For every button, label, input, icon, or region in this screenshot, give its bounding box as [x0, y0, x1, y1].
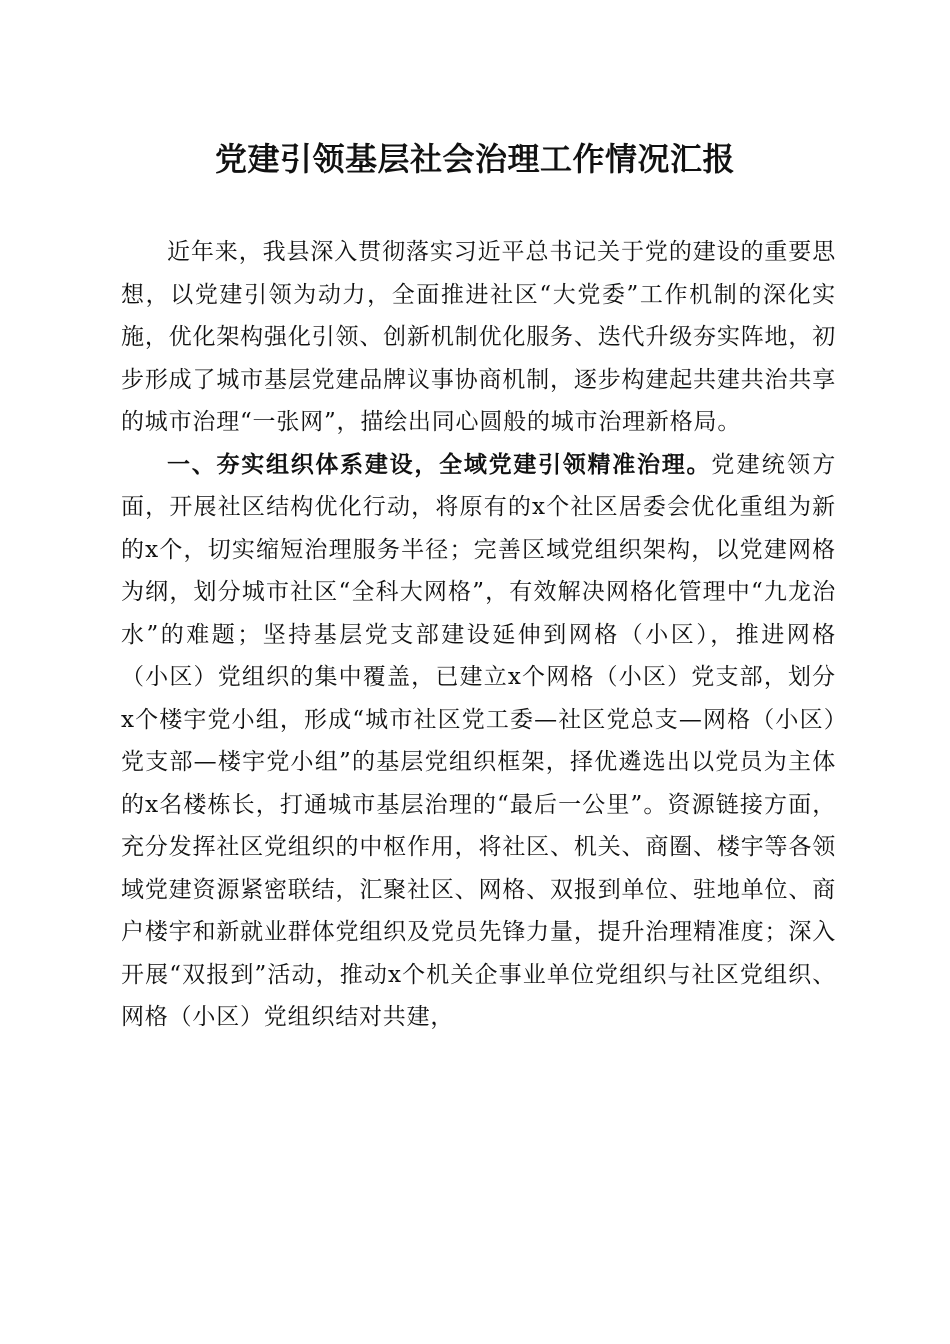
intro-paragraph: 近年来，我县深入贯彻落实习近平总书记关于党的建设的重要思想，以党建引领为动力，全面推进社区“大党委”工作机制的深化实施，优化架构强化引领、创新机制优化服务、迭代升级夯实阵地，初步形成了城市基层党建品牌议事协商机制，逐步构建起共建共治共享的城市治理“一张网”，描绘出同心圆般的城市治理新格局。 [121, 239, 836, 435]
document-body [121, 231, 836, 1039]
section-1-text: 党建统领方面，开展社区结构优化行动，将原有的x个社区居委会优化重组为新的x个，切实缩短治理服务半径；完善区域党组织架构，以党建网格为纲，划分城市社区“全科大网格”，有效解决网格化管理中“九龙治水”的难题；坚持基层党支部建设延伸到网格（小区），推进网格（小区）党组织的集中覆盖，已建立x个网格（小区）党支部，划分x个楼宇党小组，形成“城市社区党工委—社区党总支—网格（小区）党支部—楼宇党小组”的基层党组织框架，择优遴选出以党员为主体的x名楼栋长，打通城市基层治理的“最后一公里”。资源链接方面，充分发挥社区党组织的中枢作用，将社区、机关、商圈、楼宇等各领域党建资源紧密联结，汇聚社区、网格、双报到单位、驻地单位、商户楼宇和新就业群体党组织及党员先锋力量，提升治理精准度；深入开展“双报到”活动，推动x个机关企事业单位党组织与社区党组织、网格（小区）党组织结对共建， [121, 451, 837, 1030]
document-title: 党建引领基层社会治理工作情况汇报 [214, 140, 735, 178]
section-1-heading: 一、夯实组织体系建设，全域党建引领精准治理。 [167, 451, 712, 478]
section-1-paragraph [121, 444, 836, 1039]
